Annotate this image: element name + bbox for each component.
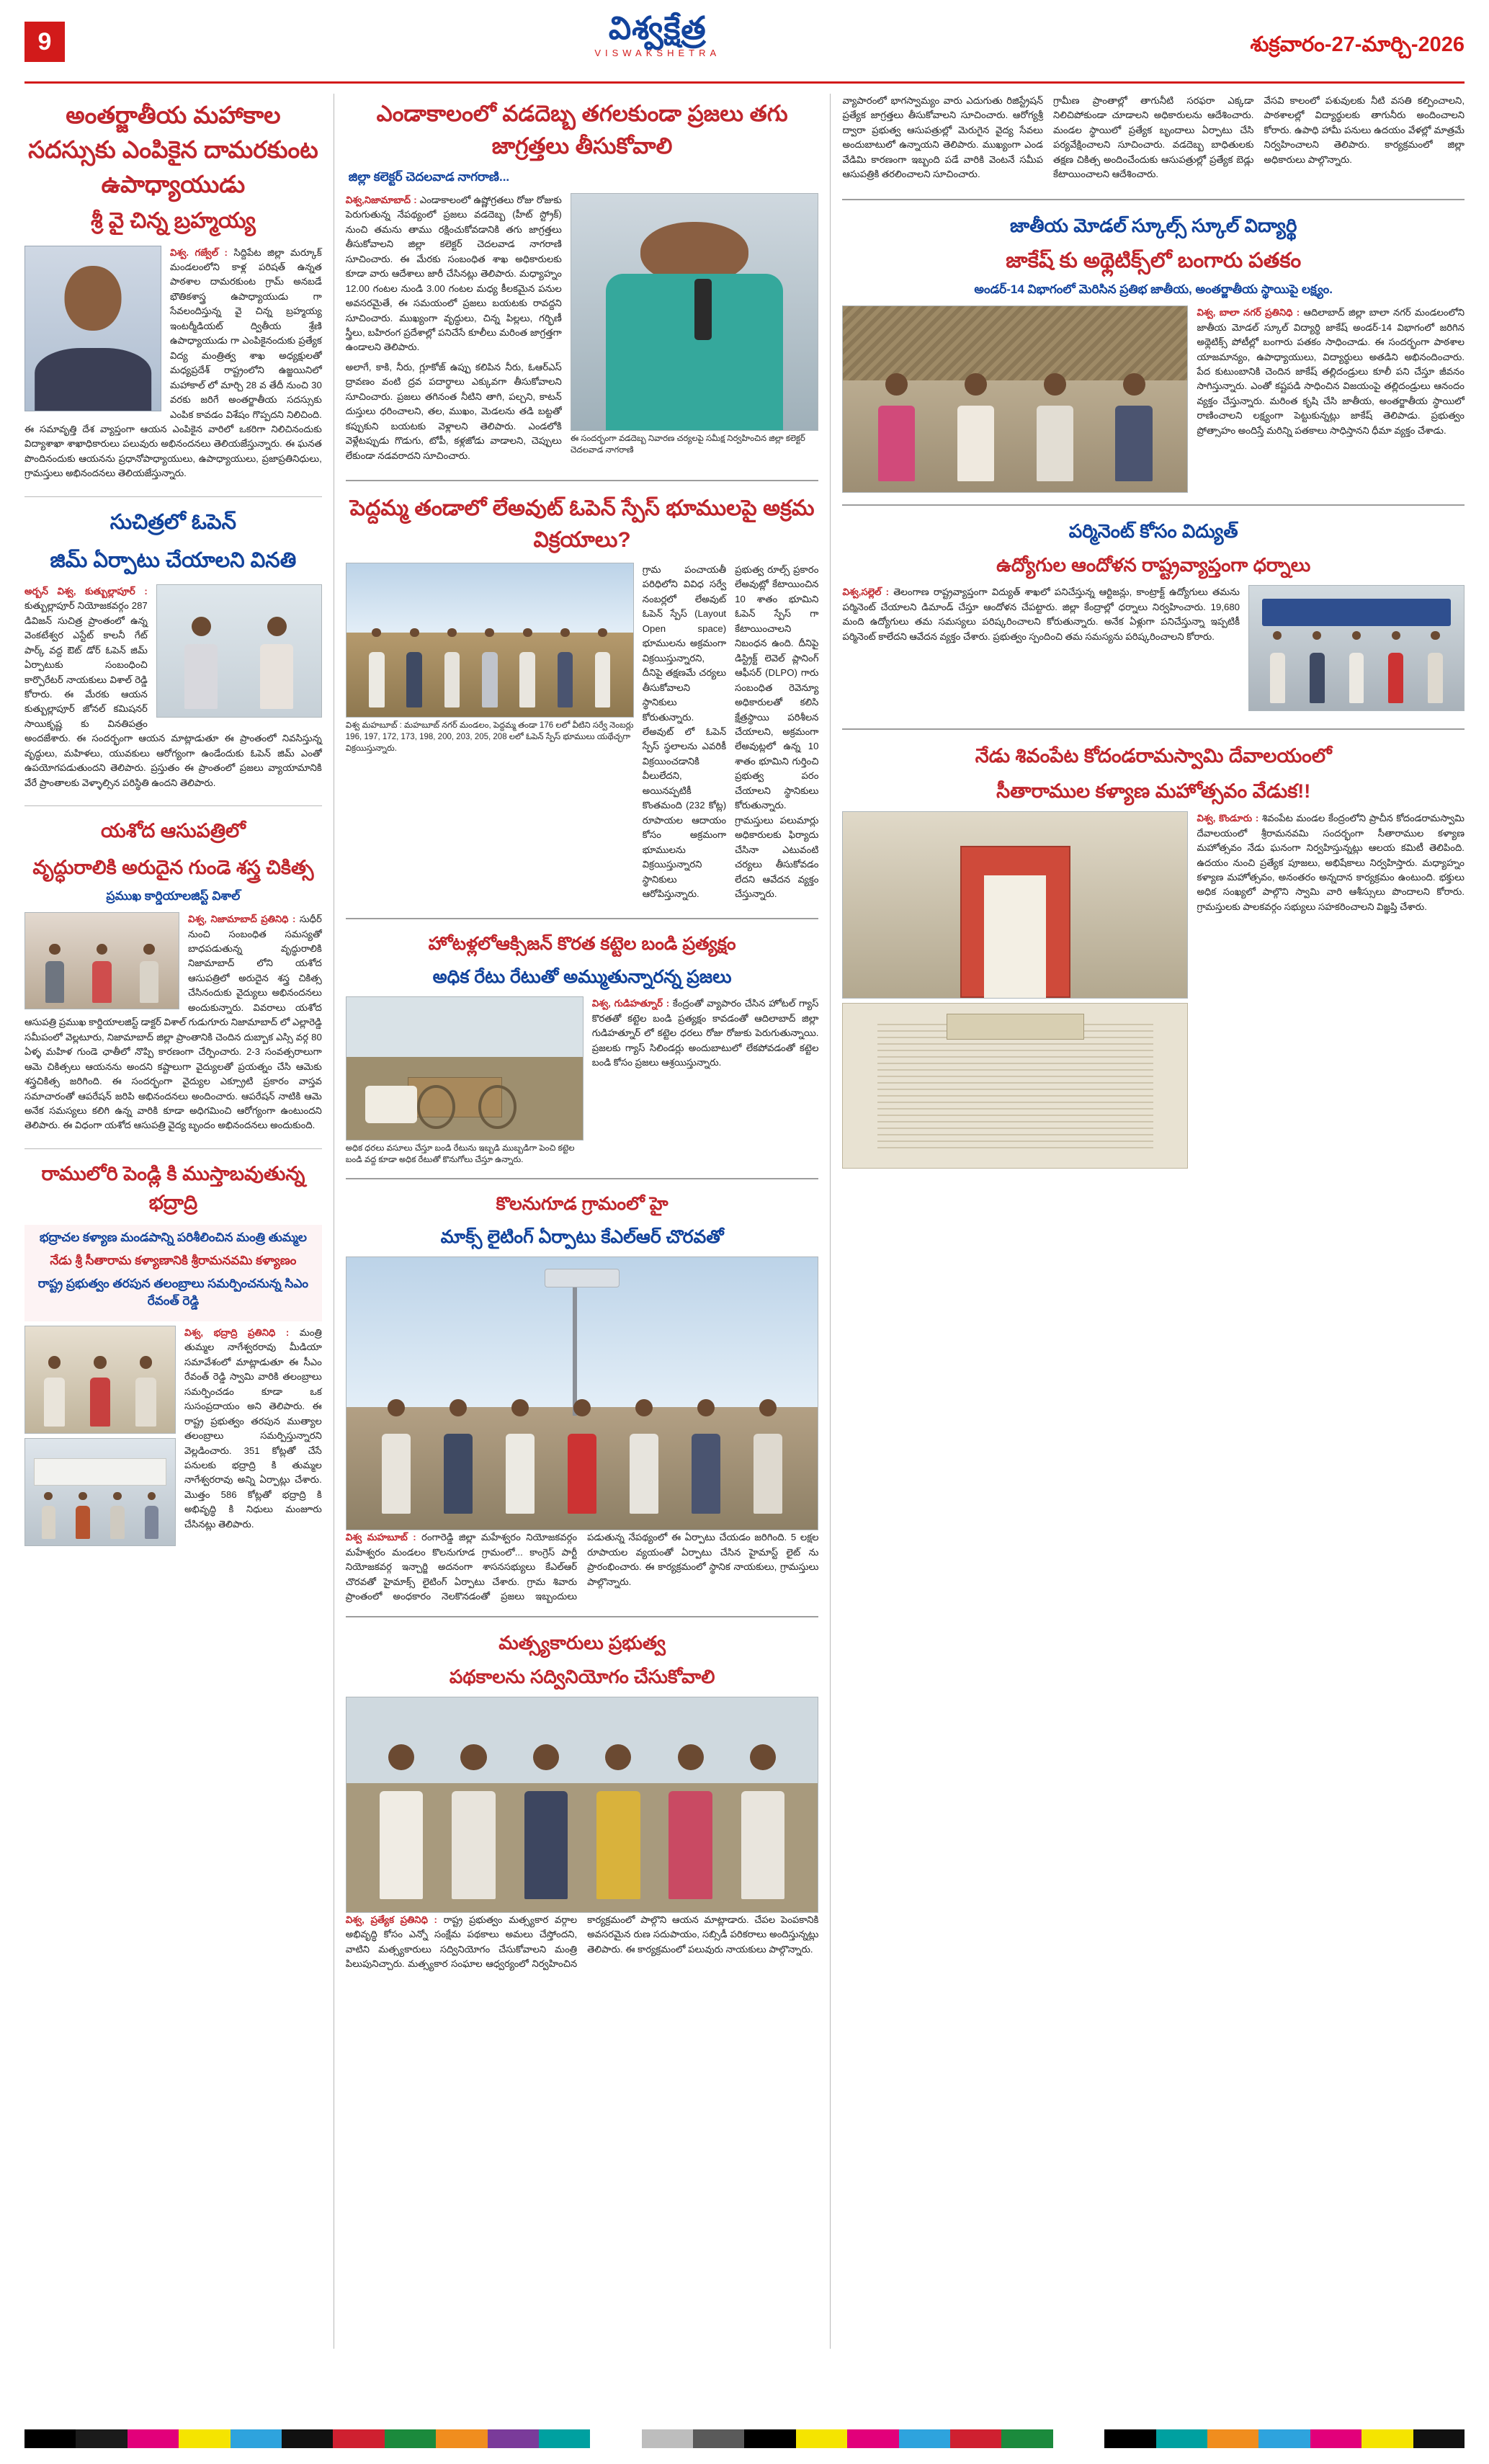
article-headline-line2: ఉద్యోగుల ఆందోళన రాష్ట్రవ్యాప్తంగా ధర్నాలు	[996, 554, 1311, 576]
logo-sub-text: VISWAKSHETRA	[594, 48, 721, 58]
logo-main-text: విశ్వక్షేత్ర	[608, 11, 707, 46]
byline: విశ్వ, భద్రాద్రి ప్రతినిధి :	[184, 1326, 290, 1338]
continuation-col2: గ్రామీణ ప్రాంతాల్లో తాగునీటి సరఫరా ఎక్కడా నిలిచిపోకుండా చూడాలని అధికారులను ఆదేశించారు. మండల స్థాయిలో ప్రత్యేక బృందాలు ఏర్పాటు చేసి పర్యవేక్షించాలని సూచించారు. వడదెబ్బ బాధితులకు తక్షణ చికిత్స అందించేందుకు ఆసుపత్రుల్లో ప్రత్యేక బెడ్లు కేటాయించాలని ఆదేశించారు.	[1052, 95, 1254, 180]
article-headline-line1: పర్మినెంట్ కోసం విద్యుత్	[1068, 520, 1238, 543]
article-kicker-block	[24, 1225, 322, 1321]
article-headline-line2: మాక్స్ లైటింగ్ ఏర్పాటు కేఎల్ఆర్ చొరవతో	[440, 1226, 724, 1247]
article-damarakunta-teacher	[24, 98, 322, 486]
color-swatch	[950, 2429, 1001, 2448]
color-swatch	[744, 2429, 795, 2448]
color-swatch	[128, 2429, 179, 2448]
article-headline-line2: సీతారాముల కళ్యాణ మహోత్సవం వేడుక!!	[996, 780, 1311, 802]
article-kicker-1: భద్రాచల కళ్యాణ మండపాన్ని పరిశీలించిన మంత్రి తుమ్మల	[39, 1230, 307, 1244]
article-headline-line2: జిమ్ ఏర్పాటు చేయాలని వినతి	[50, 549, 297, 573]
color-swatch	[385, 2429, 436, 2448]
article-photo-caption: అధిక ధరలు వసూలు చేస్తూ బండి రేటును ఇబ్బడి ముబ్బడిగా పెంచి కట్టెల బండి వద్ద కూడా అధిక రేటుతో కొనుగోలు చేస్తూ ఉన్నారు.	[345, 1144, 575, 1165]
byline: విశ్వ, కొండూరు :	[1197, 813, 1259, 824]
article-headline-line1: మత్స్యకారులు ప్రభుత్వ	[498, 1631, 666, 1653]
article-headline: ఎండాకాలంలో వడదెబ్బ తగలకుండా ప్రజలు తగు జాగ్రత్తలు తీసుకోవాలి	[376, 101, 788, 159]
continuation-col1: వ్యాపారంలో భాగస్వామ్యం వారు ఎదుగుతు రిజిస్ట్రేషన్ ప్రత్యేక జాగ్రత్తలు తీసుకోవాలని సూచించారు. ఆరోగ్యశ్రీ ద్వారా ప్రభుత్వ ఆసుపత్రుల్లో మెరుగైన వైద్య సేవలు అందుబాటులో ఉన్నాయని తెలిపారు. ముఖ్యంగా ఎండ వేడిమి కారణంగా ఇబ్బంది పడే వారికి వెంటనే సమీప ఆసుపత్రికి తరలించాలని సూచించారు.	[842, 95, 1043, 180]
article-body-text: సిద్దిపేట జిల్లా మర్కూక్ మండలంలోని కాళ్ల పరిషత్ ఉన్నత పాఠశాల దామరకుంట గ్రామ్ అనబడే భౌతికశాస్త్ర ఉపాధ్యాయుడు గా సేవలందిస్తున్న వై చిన్న బ్రహ్మయ్య ఇంటర్మీడియట్ ద్వితీయ శ్రేణి ఉపాధ్యాయుడు గా ఎంపికైనందుకు ప్రత్యేక విద్య మంత్రిత్వ శాఖ అధ్యక్షులతో మధ్యప్రదేశ్ రాష్ట్రంలోని ఉజ్జయినిలో మహాకాల్ లో మార్చి 28 వ తేదీ నుంచి 30 వరకు జరిగే అంతర్జాతీయ సదస్సుకు ఎంపిక కావడం విశేషం గొప్పదని నిలిచింది. ఈ సమావృత్తి దేశ వ్యాప్తంగా ఆయన ఎంపికైన వారిలో ఒకరిగా నిలిచినందుకు విద్యాశాఖా శాఖాధికారులు పలువురు అభినందనలు తెలియజేస్తున్నారు. ఈ ఘనత పొందినందుకు ఆయనను ప్రధానోపాధ్యాయులు, ఉపాధ్యాయులు, ప్రజాప్రతినిధులు, గ్రామస్తులు అభినందనలు తెలియజేస్తున్నారు.	[24, 246, 322, 479]
article-subname: శ్రీ వై చిన్న బ్రహ్మయ్య	[90, 208, 256, 233]
article-body	[346, 1913, 819, 1972]
color-swatch	[1258, 2429, 1310, 2448]
article-photo-portrait	[24, 246, 161, 411]
article-kicker-3: రాష్ట్ర ప్రభుత్వం తరపున తలంబ్రాలు సమర్పించనున్న సిఎం రేవంత్ రెడ్డి	[37, 1276, 309, 1308]
color-swatch	[333, 2429, 384, 2448]
color-swatch	[642, 2429, 693, 2448]
article-body-text: సుధీర్ నుంచి సంబంధిత సమస్యతో బాధపడుతున్న వృద్ధురాలికి నిజామాబాద్ లోని యశోద ఆసుపత్రిలో అరుదైన శస్త్ర చికిత్స చేసినందుకు వైద్యులు అభినందనలు అందుకున్నారు. వివరాలు యశోద ఆసుపత్రి ప్రముఖ కార్డియాలజిస్ట్ డాక్టర్ విశాల్ గుడుగూరు నిజామాబాద్ లో ఎల్లారెడ్డి సమీపంలో వెల్లటూరు, నిజామాబాద్ జిల్లా ప్రాంతానికి చెందిన దుబ్బాక ఎస్సి వర్గ 80 ఏళ్ళ మహిళ గుండె ఛాతీలో నొప్పి కారణంగా చేర్పించారు. 2-3 సంవత్సరాలుగా ఆమె చికిత్సలు ఆయనను అందని కష్టాలుగా వైద్యులతో ప్రయత్నం చేసి ఆమెకు శస్త్రచికిత్స జరిగింది. ఈ సందర్భంగా వైద్యుల ఎక్స్రూటి ప్రకారం వాస్తవ సమాచారంతో ఆపరేషన్ జరిపి అభినందనలు అందించారు. ఆపరేషన్ నాటికి ఆమె అనేక సమస్యలు కలిగి ఉన్న వారికి కూడా అధిగమించి ఆరోగ్యంగా ఉంటుందని తెలిపారు. ఈ విధంగా యశోద ఆసుపత్రి వైద్య బృందం అభినందనలు అందుకుంది.	[24, 914, 322, 1131]
article-highmast-light	[346, 1191, 819, 1604]
color-swatch	[847, 2429, 898, 2448]
color-swatch	[488, 2429, 539, 2448]
column-right	[831, 94, 1465, 2349]
byline: విశ్వ, బాలా నగర్ ప్రతినిధి :	[1197, 307, 1300, 318]
article-photo-mandapam	[24, 1438, 176, 1546]
article-body-text: కేంద్రంతో వ్యాపారం చేసిన హోటల్ గ్యాస్ కొరతతో కట్టెల బండి ప్రత్యక్షం కావడంతో ఆదిలాబాద్ జిల్లా గుడిహత్నూర్ లో కట్టెల ధరలు రోజు రోజుకు పెరుగుతున్నాయి. ప్రజలకు గ్యాస్ సిలిండర్లు అందుబాటులో లేకపోవడంతో కట్టెల బండి కోసం ప్రజలు ఆశ్రయిస్తున్నారు.	[591, 998, 819, 1068]
color-swatch	[179, 2429, 230, 2448]
byline: అర్బన్ విశ్వ, కుత్బుల్లాపూర్ :	[24, 585, 148, 597]
continuation-col3: వేసవి కాలంలో పశువులకు నీటి వసతి కల్పించాలని, పాఠశాలల్లో విద్యార్థులకు తాగునీరు అందించాలని కోరారు. ఉపాధి హామీ పనులు ఉదయం వేళల్లో మాత్రమే నిర్వహించాలని తెలిపారు. కార్యక్రమంలో జిల్లా అధికారులు పాల్గొన్నారు.	[1264, 95, 1465, 165]
article-body-text-1: ఎండాకాలంలో ఉష్ణోగ్రతలు రోజు రోజుకు పెరుగుతున్న నేపథ్యంలో ప్రజలు వడదెబ్బ (హీట్ స్ట్రోక్) నుంచి తమను తాము రక్షించుకోవడానికి తగు జాగ్రత్తలు తీసుకోవాలని జిల్లా కలెక్టర్ చెదలవాడ నాగరాణి సూచించారు. ఈ మేరకు సంబంధిత శాఖ అధికారులకు కూడా వారు ఆదేశాలు జారీ చేసినట్లు తెలిపారు. మధ్యాహ్నం 12.00 గంటల నుండి 3.00 గంటల మధ్య కీలకమైన పనుల అవసరమైతే, ఈ సమయంలో ప్రజలు బయటకు రావద్దని సూచించారు. ముఖ్యంగా వృద్ధులు, చిన్న పిల్లలు, గర్భిణీ స్త్రీలు, బహిరంగ ప్రదేశాల్లో పనిచేసే కూలీలు మరింత జాగ్రత్తగా ఉండాలని తెలిపారు.	[345, 194, 562, 353]
color-swatch	[693, 2429, 744, 2448]
article-body-text: శివంపేట మండల కేంద్రంలోని ప్రాచీన కోదండరామస్వామి దేవాలయంలో శ్రీరామనవమి సందర్భంగా సీతారాముల కళ్యాణ మహోత్సవం నేడు ఘనంగా నిర్వహిస్తున్నట్లు ఆలయ కమిటీ తెలిపింది. ఉదయం నుంచి ప్రత్యేక పూజలు, అభిషేకాలు నిర్వహిస్తారు. మధ్యాహ్నం కళ్యాణ మహోత్సవం, అనంతరం అన్నదాన కార్యక్రమం ఉంటుంది. భక్తులు అధిక సంఖ్యలో పాల్గొని స్వామి వారి ఆశీస్సులు పొందాలని కోరారు. గ్రామస్తులకు పాలకవర్గం సభ్యులు సహకరించాలని విజ్ఞప్తి చేశారు.	[1197, 813, 1465, 912]
article-fishermen-schemes	[346, 1629, 819, 1972]
article-photo-invitation	[842, 1003, 1188, 1169]
article-body-part2: అలాగే, కాకి, నీరు, గ్లూకోజ్ ఉప్పు కలిపిన నీరు, ఓఆర్ఎస్ ద్రావణం వంటి ద్రవ పదార్థాలు ఎక్కువగా తీసుకోవాలని సూచించారు. ప్రజలు తగినంత నీటిని తాగి, పల్చని, కాటన్ దుస్తులు ధరించాలని, తల, ముఖం, మెడలను తడి బట్టతో కప్పుకుని బయటకు వెళ్లాలని తెలిపారు. ఎండలోకి వెళ్లేటప్పుడు గొడుగు, టోపీ, కళ్లజోడు వాడాలని, చెప్పులు లేకుండా నడవరాదని సూచించారు.	[345, 361, 562, 461]
article-headline: రాములోరి పెండ్లి కి ముస్తాబవుతున్న భద్రాద్రి	[41, 1162, 305, 1214]
article-body	[592, 996, 819, 1070]
color-swatch	[436, 2429, 487, 2448]
color-swatch	[796, 2429, 847, 2448]
article-headline: పెద్దమ్మ తండాలో లేఅవుట్ ఓపెన్ స్పేస్ భూములపై అక్రమ విక్రయాలు?	[349, 496, 815, 552]
color-registration-bar	[24, 2429, 1465, 2448]
article-photo-highmast	[346, 1256, 819, 1530]
newspaper-page	[0, 11, 1489, 2464]
color-swatch	[1413, 2429, 1465, 2448]
article-headline-line1: కొలనుగూడ గ్రామంలో హై	[496, 1194, 669, 1215]
color-swatch	[1104, 2429, 1155, 2448]
article-kicker: జిల్లా కలెక్టర్ చెదలవాడ నాగరాణి...	[348, 169, 510, 184]
article-photo-family-hut	[842, 305, 1188, 493]
article-headline-line1: జాతీయ మోడల్ స్కూల్స్ స్కూల్ విద్యార్థి	[1010, 214, 1297, 236]
article-peddamma-thanda-layout	[346, 493, 819, 906]
article-headline: అంతర్జాతీయ మహాకాల సదస్సుకు ఎంపికైన దామరకుంట ఉపాధ్యాయుడు	[28, 102, 318, 197]
article-body-text: రాష్ట్ర ప్రభుత్వం మత్స్యకార వర్గాల అభివృద్ధి కోసం ఎన్నో సంక్షేమ పథకాలు అమలు చేస్తోందని, వాటిని మత్స్యకారులు సద్వినియోగం చేసుకోవాలని మంత్రి పిలుపునిచ్చారు. మత్స్యకార సంఘాల ఆధ్వర్యంలో నిర్వహించిన కార్యక్రమంలో పాల్గొని ఆయన మాట్లాడారు. చేపల పెంపకానికి అవసరమైన రుణ సదుపాయం, సబ్సిడీ పరికరాలు అందిస్తున్నట్లు తెలిపారు. ఈ కార్యక్రమంలో పలువురు నాయకులు పాల్గొన్నారు.	[345, 1914, 819, 1970]
column-left	[24, 94, 334, 2349]
article-open-gym	[24, 507, 322, 795]
masthead	[24, 11, 1465, 84]
article-body	[1197, 305, 1465, 438]
article-body-col2: ప్రభుత్వ రూల్స్ ప్రకారం లేఅవుట్లో కేటాయించిన 10 శాతం భూమిని ఓపెన్ స్పేస్ గా కేటాయించాలని నిబంధన ఉంది. దీనిపై డిస్ట్రిక్ట్ లెవెల్ ప్లానింగ్ ఆఫీసర్ (DLPO) గారు సంబంధిత రెవెన్యూ అధికారులతో కలిసి క్షేత్రస్థాయి పరిశీలన చేయాలని, అక్రమంగా లేఅవుట్లలో ఉన్న 10 శాతం భూమిని గుర్తించి ప్రభుత్వ పరం చేయాలని స్థానికులు కోరుతున్నారు. గ్రామస్తులు పలుమార్లు అధికారులకు ఫిర్యాదు చేసినా ఎటువంటి చర్యలు తీసుకోవడం లేదని ఆవేదన వ్యక్తం చేస్తున్నారు.	[735, 564, 819, 899]
color-swatch	[1207, 2429, 1258, 2448]
color-swatch	[899, 2429, 950, 2448]
color-swatch	[1001, 2429, 1052, 2448]
color-swatch	[231, 2429, 282, 2448]
byline: విశ్వ,సల్లెల్ :	[842, 586, 890, 598]
byline: విశ్వ,నిజామాబాద్ :	[345, 194, 417, 205]
article-headline-line1: నేడు శివంపేట కోదండరామస్వామి దేవాలయంలో	[975, 745, 1332, 767]
article-athletics-gold-medal	[842, 212, 1465, 494]
article-body-part1	[346, 193, 562, 355]
article-headline-line1: హోటళ్లలోఆక్సిజన్ కొరత కట్టెల బండి ప్రత్యక్షం	[428, 934, 736, 955]
article-headline-line1: యశోద ఆసుపత్రిలో	[101, 820, 246, 842]
article-photo-cart	[346, 996, 583, 1141]
article-heatwave-collector	[346, 98, 819, 468]
article-body-text: మంత్రి తుమ్మల నాగేశ్వరరావు మీడియా సమావేశంలో మాట్లాడుతూ ఈ సీఎం రేవంత్ రెడ్డి స్వామి వారికి తలంబ్రాలు సమర్పించడం కూడా ఒక సుసంప్రదాయం అని తెలిపారు. ఈ రాష్ట్ర ప్రభుత్వం తరపున ముత్యాల తలంబ్రాలు సమర్పిస్తున్నారని వెల్లడించారు. 351 కోట్లతో చేసే పనులకు భద్రాద్రి కి తుమ్మల నాగేశ్వరరావు అన్ని ఏర్పాట్లు చేశారు. మొత్తం 586 కోట్లతో భద్రాద్రి కి అభివృద్ధి కి నిధులు మంజూరు చేసినట్లు తెలిపారు.	[184, 1326, 322, 1530]
article-bhadradri-kalyanam	[24, 1159, 322, 1552]
article-headline-line2: అధిక రేటు రేటుతో అమ్ముతున్నారన్న ప్రజలు	[432, 966, 732, 987]
color-swatch	[282, 2429, 333, 2448]
page-number: 9	[24, 22, 65, 62]
article-photo-gym	[156, 584, 322, 718]
article-photo-temple	[842, 811, 1188, 999]
color-swatch	[76, 2429, 127, 2448]
article-photo-hospital	[24, 912, 179, 1009]
page-content	[24, 94, 1465, 2349]
article-body	[1197, 811, 1465, 914]
color-swatch	[539, 2429, 590, 2448]
byline: విశ్వ, ప్రత్యేక ప్రతినిధి :	[345, 1914, 437, 1925]
edition-date: శుక్రవారం-27-మార్చి-2026	[1250, 33, 1465, 56]
color-swatch	[1156, 2429, 1207, 2448]
article-body-text: రంగారెడ్డి జిల్లా మహేశ్వరం నియోజకవర్గం మహేశ్వరం మండలం కొలనుగూడ గ్రామంలో... కాంగ్రెస్ పార్టీ నియోజకవర్గ ఇన్చార్జి అదనంగా శాసనసభ్యులు కేఎల్ఆర్ చొరవతో హైమాక్స్ లైటింగ్ ఏర్పాటు చేశారు. గ్రామ శివారు ప్రాంతంలో అంధకారం నెలకొనడంతో ప్రజలు ఇబ్బందులు పడుతున్న నేపథ్యంలో ఈ ఏర్పాటు చేయడం జరిగింది. 5 లక్షల రూపాయల వ్యయంతో ఏర్పాటు చేసిన హైమాస్ట్ లైట్ ను ప్రారంభించారు. ఈ కార్యక్రమంలో స్థానిక నాయకులు, గ్రామస్తులు పాల్గొన్నారు.	[345, 1532, 819, 1602]
byline: విశ్వ. గజ్వేల్ :	[170, 246, 228, 258]
article-headline-line2: పథకాలను సద్వినియోగం చేసుకోవాలి	[449, 1665, 715, 1687]
article-photo-caption: ఈ సందర్భంగా వడదెబ్బ నివారణ చర్యలపై సమీక్ష నిర్వహించిన జిల్లా కలెక్టర్ చెదలవాడ నాగరాణి	[570, 434, 805, 455]
byline: విశ్వ మహబూబ్ :	[345, 1532, 416, 1543]
column-center	[334, 94, 831, 2349]
article-sitarama-kalyanam	[842, 741, 1465, 1169]
article-headline-line2: వృద్ధురాలికి అరుదైన గుండె శస్త్ర చికిత్స	[32, 856, 314, 878]
article-photo-caption: విశ్వ మహబూబ్ : మహబూబ్ నగర్ మండలం, పెద్దమ్మ తండా 176 లలో వీటిని సర్వే నెంబర్లు 196, 197, 172, 173, 198, 200, 203, 205, 208 లలో ఓపెన్ స్పేస్ భూములు యథేచ్ఛగా విక్రయిస్తున్నారు.	[345, 721, 634, 754]
article-photo-protest	[1248, 585, 1465, 711]
article-body-col1: గ్రామ పంచాయతీ పరిధిలోని వివిధ సర్వే నంబర్లలో లేఅవుట్ ఓపెన్ స్పేస్ (Layout Open space) భూములను అక్రమంగా విక్రయిస్తున్నారని, దీనిపై తక్షణమే చర్యలు తీసుకోవాలని స్థానికులు కోరుతున్నారు. లేఅవుట్ లో ఓపెన్ స్పేస్ స్థలాలను ఎవరికీ విక్రయించడానికి వీలులేదని, అయినప్పటికీ కొంతమంది (232 కోట్ల) రూపాయల ఆదాయం కోసం అక్రమంగా భూములను విక్రయిస్తున్నారని స్థానికులు ఆరోపిస్తున్నారు.	[642, 564, 727, 899]
color-swatch	[1053, 2429, 1104, 2448]
article-heatwave-continuation	[842, 94, 1465, 187]
article-photo-layout	[346, 563, 634, 718]
publication-logo	[65, 13, 1250, 58]
article-body-text: ఆదిలాబాద్ జిల్లా బాలా నగర్ మండలంలోని జాతీయ మోడల్ స్కూల్ విద్యార్థి జాకేష్ అండర్-14 విభాగంలో జరిగిన అథ్లెటిక్స్ పోటీల్లో బంగారు పతకం సాధించాడు. ఈ సందర్భంగా పాఠశాల యాజమాన్యం, ఉపాధ్యాయులు, విద్యార్థులు అతడిని అభినందించారు. పేద కుటుంబానికి చెందిన జాకేష్ తల్లిదండ్రులు కూలీ పని చేస్తూ జీవనం సాగిస్తున్నారు. ఎంతో కష్టపడి సాధించిన విజయంపై తల్లిదండ్రులు ఆనందం వ్యక్తం చేస్తున్నారు. మరింత కృషి చేసి జాతీయ, అంతర్జాతీయ స్థాయిలో రాణించాలని లక్ష్యంగా పెట్టుకున్నట్లు జాకేష్ తెలిపాడు. ప్రభుత్వం ప్రోత్సాహం అందిస్తే మరిన్ని పతకాలు సాధిస్తానని ధీమా వ్యక్తం చేశాడు.	[1197, 307, 1465, 436]
article-photo-fishermen	[346, 1697, 819, 1913]
article-headline-line2: జాకేష్ కు అథ్లెటిక్స్‌లో బంగారు పతకం	[1006, 249, 1302, 272]
color-swatch	[590, 2429, 641, 2448]
color-swatch	[24, 2429, 76, 2448]
article-firewood-cart	[346, 931, 819, 1166]
article-power-employees-protest	[842, 517, 1465, 717]
article-photo-collector	[571, 193, 819, 431]
article-body	[346, 1530, 819, 1604]
article-kicker: ప్రముఖ కార్డియాలజిస్ట్ విశాల్	[106, 889, 241, 903]
article-headline-line1: సుచిత్రలో ఓపెన్	[109, 510, 237, 534]
article-yashoda-hospital	[24, 816, 322, 1138]
article-kicker-2: నేడు శ్రీ సీతారామ కళ్యాణానికి శ్రీరామనవమి కళ్యాణం	[50, 1253, 297, 1267]
article-kicker: అండర్-14 విభాగంలో మెరిసిన ప్రతిభ జాతీయ, అంతర్జాతీయ స్థాయిపై లక్ష్యం.	[974, 282, 1333, 297]
article-body-text: కుత్బుల్లాపూర్ నియోజకవర్గం 287 డివిజన్ సుచిత్ర ప్రాంతంలో ఉన్న వెంకటేశ్వర ఎస్టేట్ కాలనీ గేట్ పార్క్ వద్ద ఔట్ డోర్ ఓపెన్ జిమ్ ఏర్పాటుకు సంబంధించి కార్పొరేటర్ నాయకులు విశాల్ రెడ్డి కోరారు. ఈ మేరకు ఆయన కుత్బుల్లాపూర్ జోనల్ కమిషనర్ సాయికృష్ణ కు వినతిపత్రం అందజేశారు. ఈ సందర్భంగా ఆయన మాట్లాడుతూ ఈ ప్రాంతంలో నివసిస్తున్న వృద్ధులు, మహిళలు, యువకులు ఆరోగ్యంగా ఉండేందుకు ఓపెన్ జిమ్ ఎంతో ఉపయోగపడుతుందని తెలిపారు. ప్రస్తుతం ఈ ప్రాంతంలో ప్రజలు వ్యాయామానికి వేరే ప్రాంతాలకు వెళ్ళాల్సిన పరిస్థితి ఉందని తెలిపారు.	[24, 600, 322, 788]
byline: విశ్వ, నిజామాబాద్ ప్రతినిధి :	[188, 914, 296, 925]
color-swatch	[1361, 2429, 1413, 2448]
byline: విశ్వ, గుడిహత్నూర్ :	[591, 998, 670, 1009]
color-swatch	[1310, 2429, 1361, 2448]
article-photo-minister	[24, 1326, 176, 1434]
article-body-text: తెలంగాణ రాష్ట్రవ్యాప్తంగా విద్యుత్ శాఖలో పనిచేస్తున్న ఆర్టిజన్లు, కాంట్రాక్ట్ ఉద్యోగులు తమను పర్మినెంట్ చేయాలని డిమాండ్ చేస్తూ ఆందోళన చేపట్టారు. జిల్లా కేంద్రాల్లో ధర్నాలు నిర్వహించారు. 19,680 మంది ఉద్యోగులు తమ సమస్యలు పరిష్కరించాలని కోరుతున్నారు. అనేక ఏళ్లుగా పనిచేస్తున్నా ఇప్పటికీ పర్మినెంట్ కాలేదని ఆవేదన వ్యక్తం చేశారు. ప్రభుత్వం స్పందించి తమ సమస్యను పరిష్కరించాలని కోరారు.	[842, 586, 1240, 642]
